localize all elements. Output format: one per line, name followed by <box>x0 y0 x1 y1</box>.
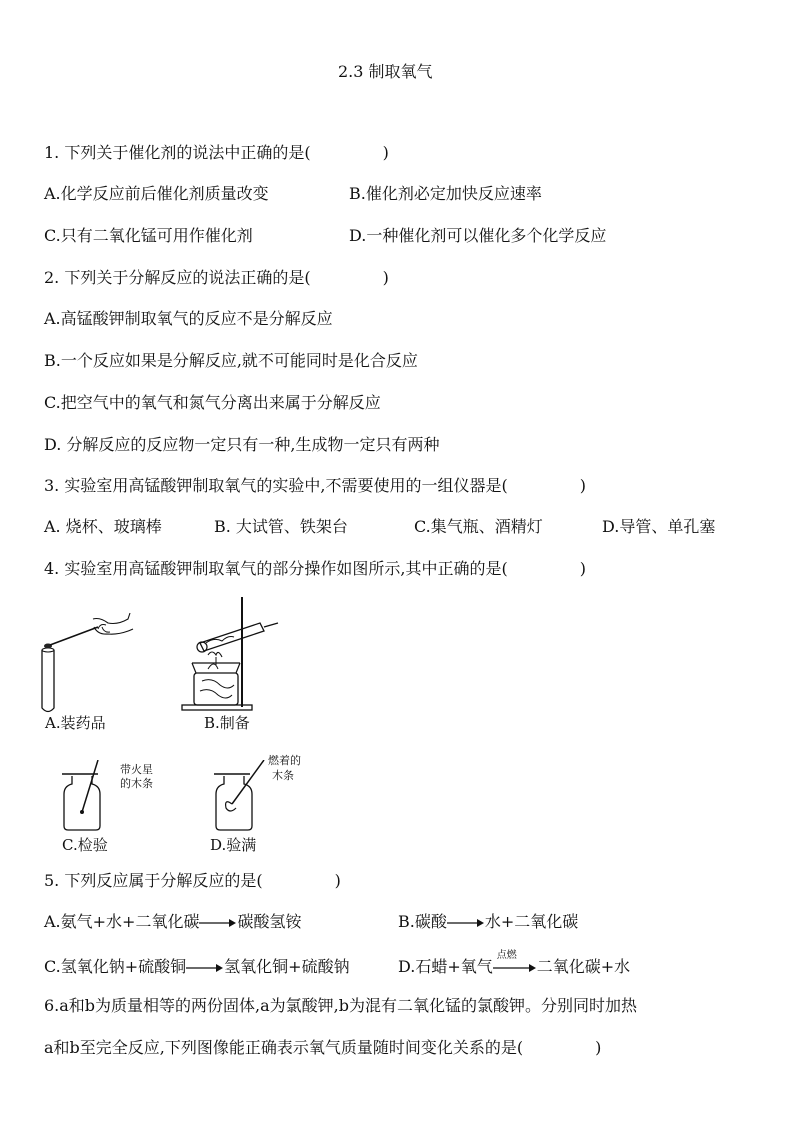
q6-line1: 6.a和b为质量相等的两份固体,a为氯酸钾,b为混有二氧化锰的氯酸钾。分别同时加热 <box>44 996 638 1015</box>
q5-a-products: 碳酸氢铵 <box>237 912 302 931</box>
figure-d-label-line2: 木条 <box>272 769 294 782</box>
q5-option-b <box>398 914 578 931</box>
q5-d-products: 二氧化碳+水 <box>536 957 631 976</box>
q3-option-b: B. 大试管、铁架台 <box>214 517 348 536</box>
figure-c-label-line2: 的木条 <box>120 777 153 790</box>
figure-b-caption: B.制备 <box>204 714 250 732</box>
figure-c-testing-bottle <box>58 760 108 832</box>
q5-option-a <box>44 914 301 931</box>
q4-close: ) <box>579 559 586 578</box>
q6-close: ) <box>595 1038 602 1057</box>
q5-a-reactants: A.氨气+水+二氧化碳 <box>44 912 200 931</box>
q6-line2 <box>44 1040 601 1056</box>
q3-close: ) <box>579 476 586 495</box>
q5-stem-text: 5. 下列反应属于分解反应的是( <box>44 871 263 890</box>
q2-stem <box>44 270 389 286</box>
q5-c-products: 氢氧化铜+硫酸钠 <box>224 957 350 976</box>
q5-option-d <box>398 949 631 976</box>
q1-option-d: D.一种催化剂可以催化多个化学反应 <box>349 226 607 245</box>
q1-option-b: B.催化剂必定加快反应速率 <box>349 184 542 203</box>
figure-a-caption: A.装药品 <box>45 714 106 732</box>
q4-stem <box>44 561 586 577</box>
q5-b-products: 水+二氧化碳 <box>484 912 579 931</box>
q5-d-condition: 点燃 <box>496 949 517 961</box>
figure-c-label-line1: 带火星 <box>120 763 153 776</box>
arrow-icon <box>447 915 485 931</box>
arrow-icon <box>493 949 537 976</box>
q1-close: ) <box>382 143 389 162</box>
q3-option-d: D.导管、单孔塞 <box>602 517 716 536</box>
q4-stem-text: 4. 实验室用高锰酸钾制取氧气的部分操作如图所示,其中正确的是( <box>44 559 508 578</box>
q1-option-a: A.化学反应前后催化剂质量改变 <box>44 184 269 203</box>
q3-stem <box>44 478 586 494</box>
q5-stem <box>44 873 341 889</box>
q1-stem <box>44 145 389 161</box>
q1-stem-text: 1. 下列关于催化剂的说法中正确的是( <box>44 143 311 162</box>
q2-option-a: A.高锰酸钾制取氧气的反应不是分解反应 <box>44 309 333 328</box>
q5-close: ) <box>334 871 341 890</box>
arrow-icon <box>199 915 237 931</box>
figure-d-full-check-bottle <box>210 760 270 832</box>
figure-c-caption: C.检验 <box>62 836 108 854</box>
q2-option-c: C.把空气中的氧气和氮气分离出来属于分解反应 <box>44 393 381 412</box>
figure-d-label-line1: 燃着的 <box>268 754 301 767</box>
q2-option-b: B.一个反应如果是分解反应,就不可能同时是化合反应 <box>44 351 418 370</box>
q3-stem-text: 3. 实验室用高锰酸钾制取氧气的实验中,不需要使用的一组仪器是( <box>44 476 508 495</box>
figure-d-caption: D.验满 <box>210 836 257 854</box>
q2-option-d: D. 分解反应的反应物一定只有一种,生成物一定只有两种 <box>44 435 440 454</box>
q3-option-a: A. 烧杯、玻璃棒 <box>44 517 162 536</box>
figure-b-heating-setup <box>178 593 283 715</box>
q3-option-c: C.集气瓶、酒精灯 <box>414 517 543 536</box>
q5-b-reactants: B.碳酸 <box>398 912 447 931</box>
arrow-icon <box>186 960 224 976</box>
page-title: 2.3 制取氧气 <box>338 62 433 81</box>
q2-stem-text: 2. 下列关于分解反应的说法正确的是( <box>44 268 311 287</box>
q5-option-c <box>44 959 350 976</box>
q6-line2-text: a和b至完全反应,下列图像能正确表示氧气质量随时间变化关系的是( <box>44 1038 524 1057</box>
q5-c-reactants: C.氢氧化钠+硫酸铜 <box>44 957 187 976</box>
q1-option-c: C.只有二氧化锰可用作催化剂 <box>44 226 253 245</box>
q5-d-reactants: D.石蜡+氧气 <box>398 957 493 976</box>
figure-a-loading-drug <box>38 605 138 713</box>
q2-close: ) <box>382 268 389 287</box>
